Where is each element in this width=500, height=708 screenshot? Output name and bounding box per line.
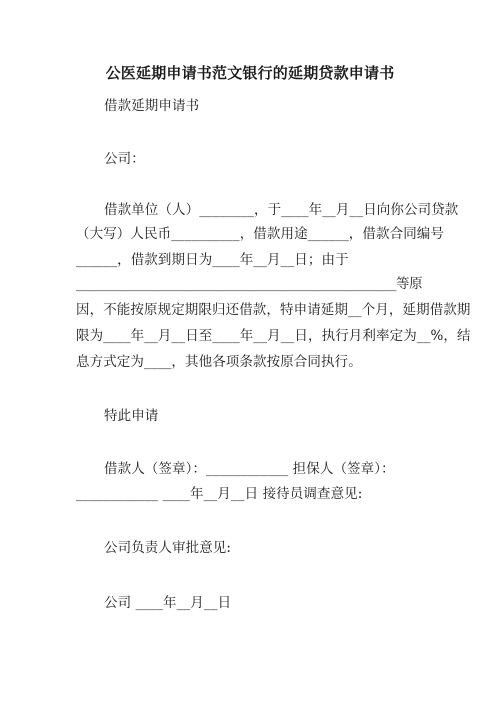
body-line-6: 限为____年__月__日至____年__月__日，执行月利率定为__%，结 xyxy=(76,328,471,344)
closing-text: 特此申请 xyxy=(104,408,159,424)
signature-line-2: ____________ ____年__月__日 接待员调查意见: xyxy=(76,486,363,502)
application-subtitle: 借款延期申请书 xyxy=(104,98,200,114)
approval-opinion: 公司负责人审批意见: xyxy=(104,540,232,556)
body-line-4: __________________________________________________等原 xyxy=(76,276,423,292)
body-line-2: （大写）人民币__________，借款用途______，借款合同编号 xyxy=(76,226,444,242)
body-line-7: 息方式定为____，其他各项条款按原合同执行。 xyxy=(76,354,362,370)
body-line-1: 借款单位（人）________，于____年__月__日向你公司贷款 xyxy=(104,202,459,218)
body-line-3: ______，借款到期日为____年__月__日；由于 xyxy=(76,252,349,268)
body-line-5: 因，不能按原规定期限归还借款，特申请延期__个月，延期借款期 xyxy=(76,302,471,318)
company-date-line: 公司 ____年__月__日 xyxy=(104,595,232,611)
document-title: 公医延期申请书范文银行的延期贷款申请书 xyxy=(105,64,395,82)
signature-line-1: 借款人（签章）：____________ 担保人（签章）： xyxy=(104,461,395,477)
salutation: 公司： xyxy=(104,151,145,167)
